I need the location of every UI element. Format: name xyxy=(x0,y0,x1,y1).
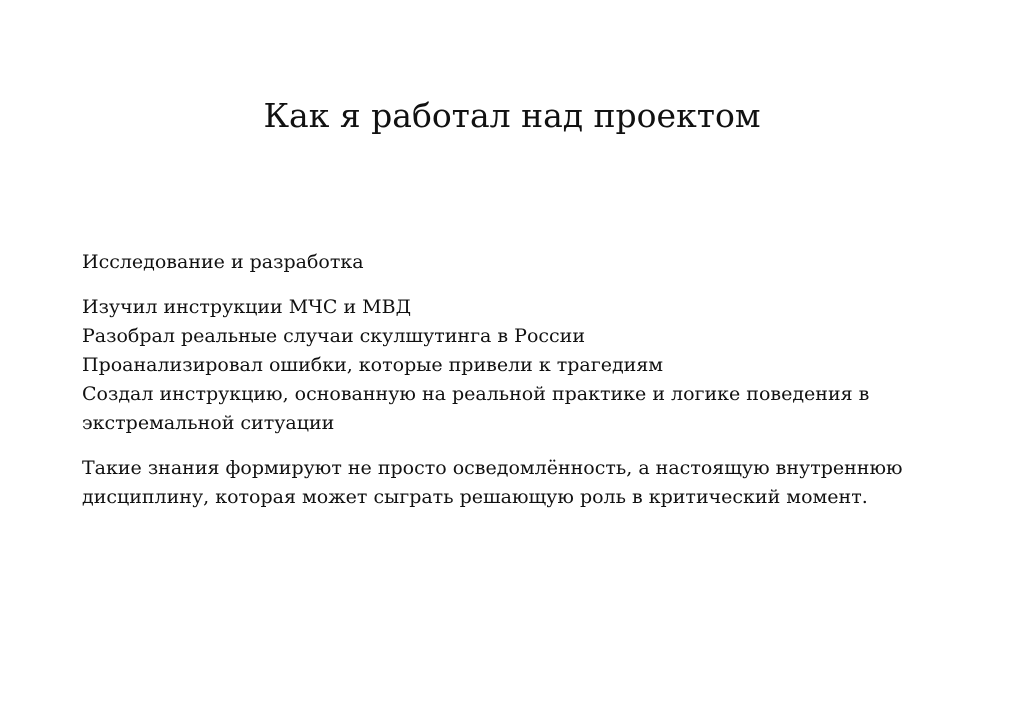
slide-body xyxy=(82,248,952,528)
list-item: Разобрал реальные случаи скулшутинга в России xyxy=(82,325,585,347)
work-list xyxy=(82,293,952,438)
list-item: Проанализировал ошибки, которые привели к трагедиям xyxy=(82,354,664,376)
list-item: Изучил инструкции МЧС и МВД xyxy=(82,296,412,318)
list-item: Создал инструкцию, основанную на реальной практике и логике поведения в экстремальной ситуации xyxy=(82,383,870,434)
slide-title: Как я работал над проектом xyxy=(263,96,761,135)
section-heading: Исследование и разработка xyxy=(82,251,364,273)
conclusion-paragraph: Такие знания формируют не просто осведомлённость, а настоящую внутреннюю дисциплину, которая может сыграть решающую роль в критический момент. xyxy=(82,457,903,508)
